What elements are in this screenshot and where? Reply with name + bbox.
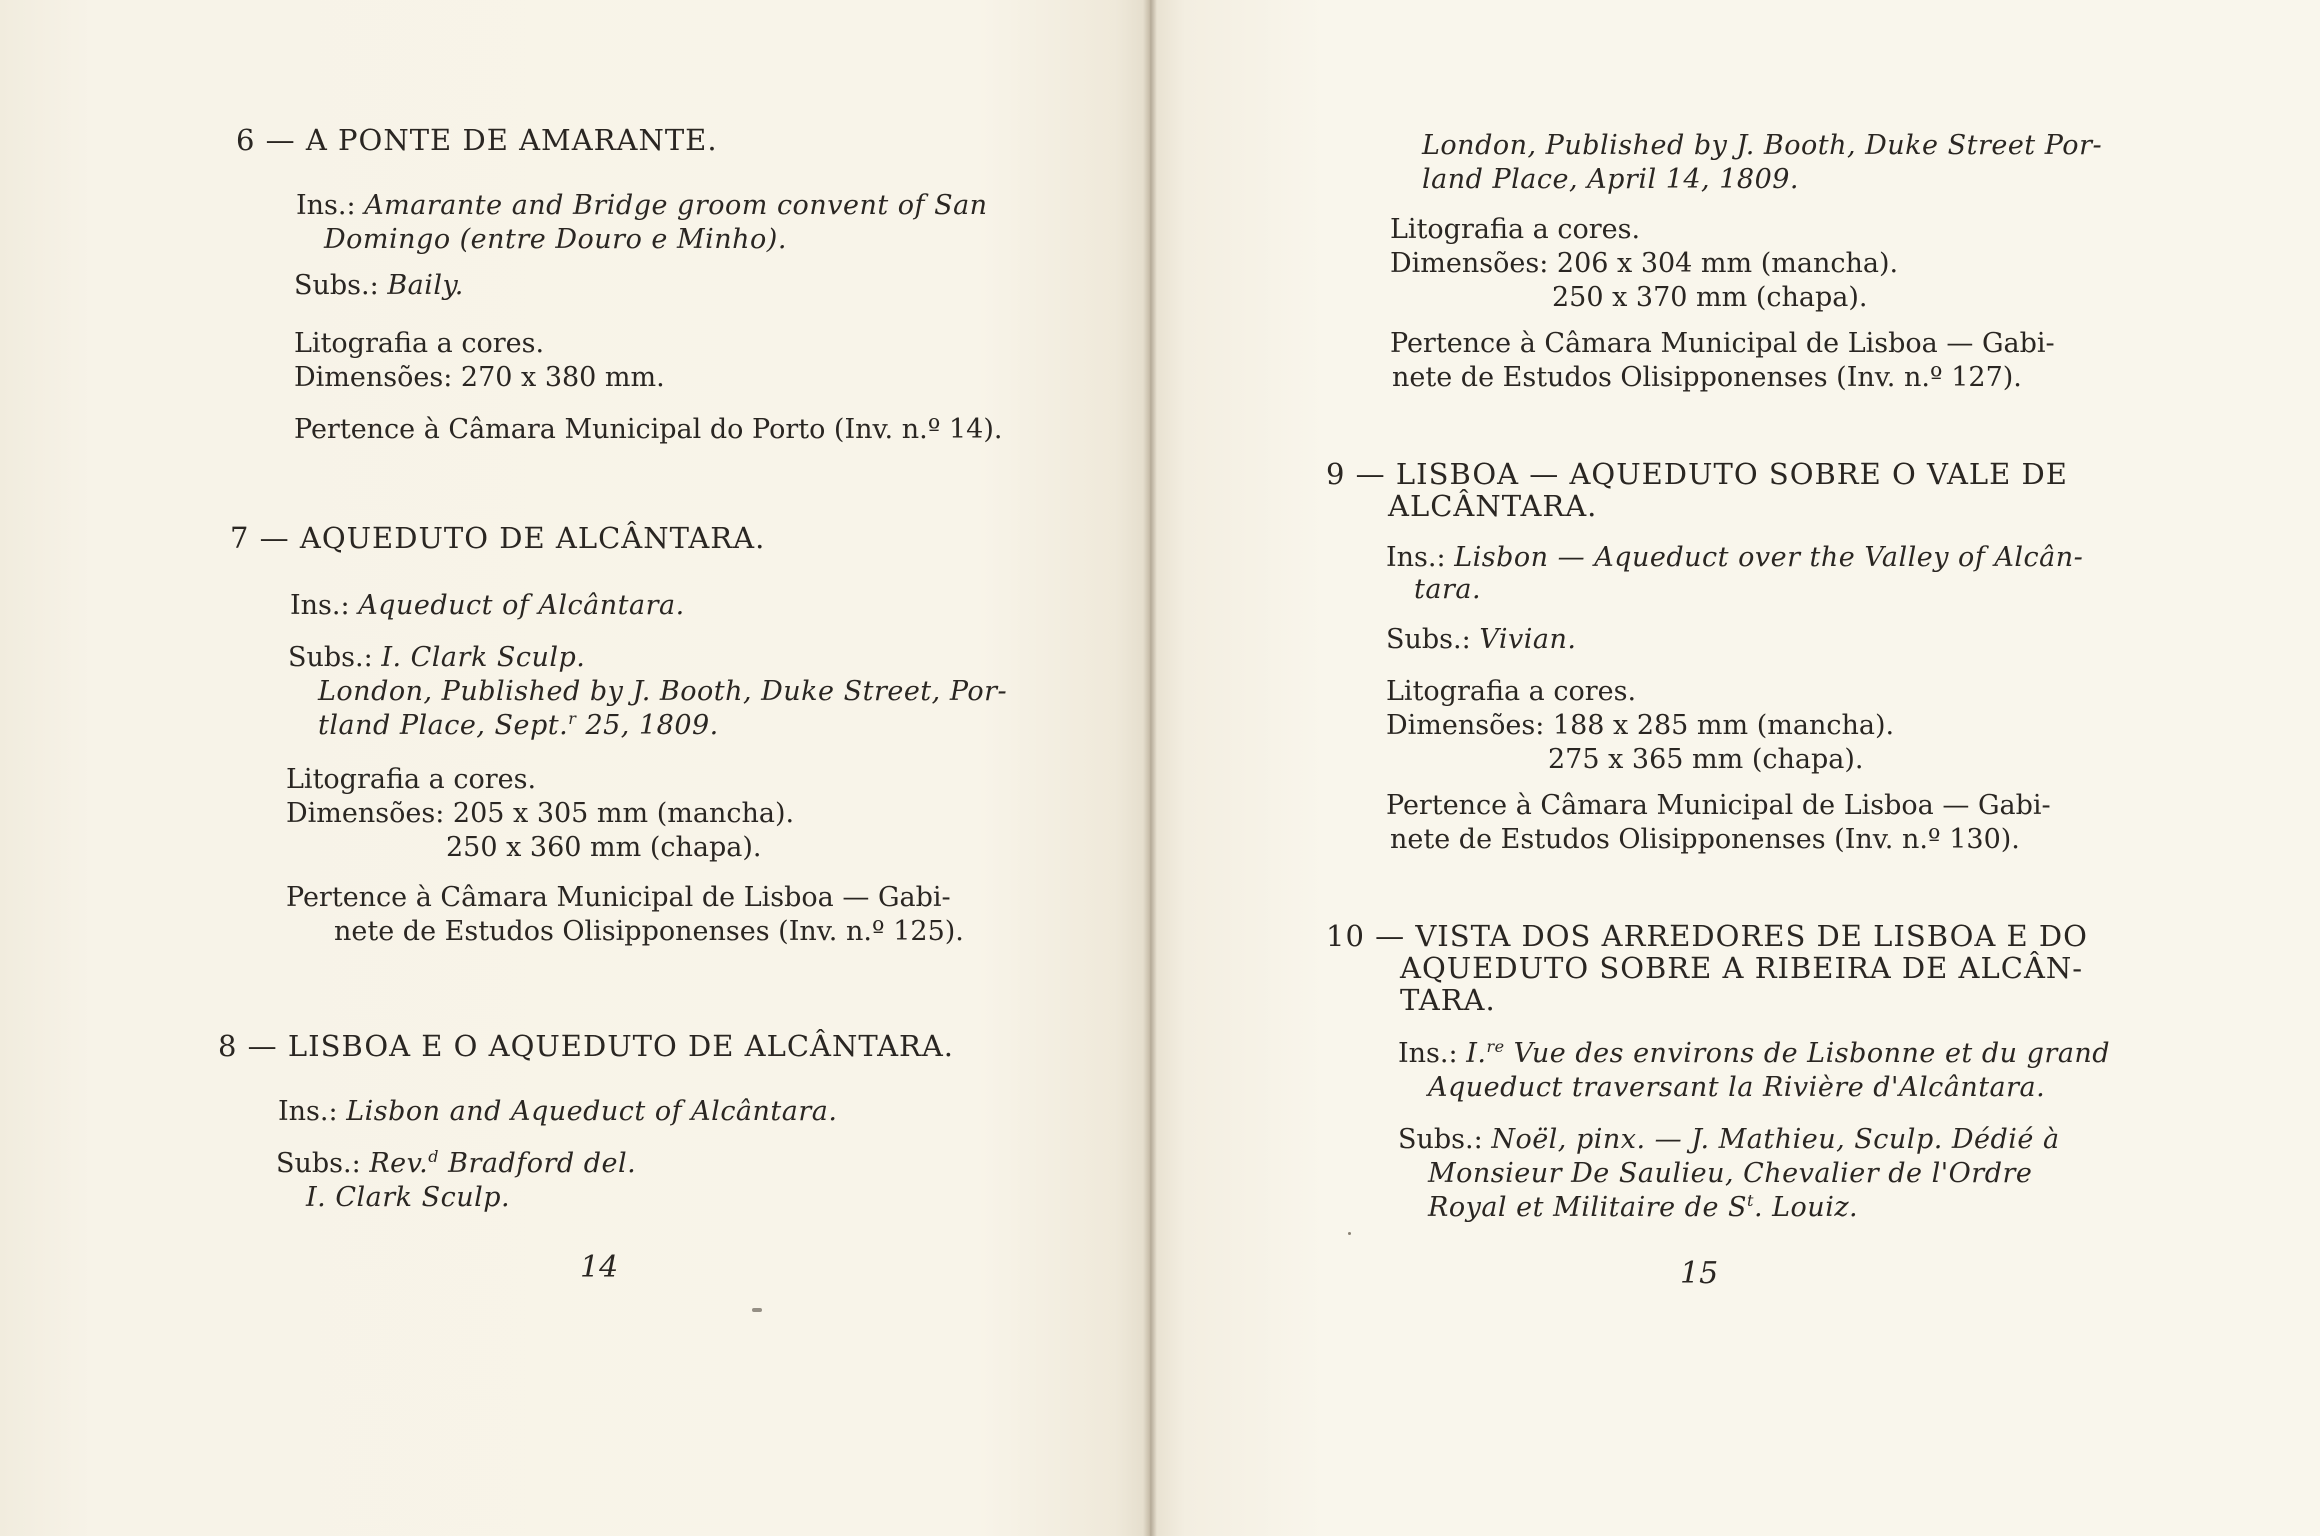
subs-end: . Louiz. bbox=[1753, 1192, 1859, 1223]
entry-8-owner: Pertence à Câmara Municipal de Lisboa — Gabi- bbox=[1390, 328, 2055, 359]
entry-9-title: 9 — LISBOA — AQUEDUTO SOBRE O VALE DE bbox=[1326, 457, 2068, 491]
dims-label: Dimensões: bbox=[294, 362, 453, 393]
entry-10-subs-cont-2 bbox=[1428, 1192, 1858, 1224]
ins-text bbox=[1466, 1038, 2110, 1069]
entry-7-dimensions bbox=[286, 798, 794, 830]
entry-9-ins bbox=[1386, 542, 2083, 574]
ins-label: Ins.: bbox=[1386, 542, 1446, 573]
ins-label: Ins.: bbox=[290, 590, 350, 621]
entry-6-subs bbox=[294, 270, 464, 302]
entry-7-ins bbox=[290, 590, 685, 622]
ins-text: Lisbon and Aqueduct of Alcântara. bbox=[346, 1096, 838, 1127]
ins-label: Ins.: bbox=[278, 1096, 338, 1127]
entry-9-technique: Litografia a cores. bbox=[1386, 676, 1637, 707]
entry-7-owner-cont: nete de Estudos Olisipponenses (Inv. n.º 125). bbox=[334, 916, 964, 947]
subs-label: Subs.: bbox=[1398, 1124, 1483, 1155]
subs-text bbox=[369, 1148, 636, 1179]
entry-7-dimensions-plate: 250 x 360 mm (chapa). bbox=[446, 832, 762, 863]
ins-label: Ins.: bbox=[296, 190, 356, 221]
pub-superscript: r bbox=[568, 709, 577, 728]
entry-9-dimensions-plate: 275 x 365 mm (chapa). bbox=[1548, 744, 1864, 775]
entry-9-ins-cont: tara. bbox=[1414, 574, 1482, 605]
dims-label: Dimensões: bbox=[1390, 248, 1549, 279]
entry-8-owner-cont: nete de Estudos Olisipponenses (Inv. n.º 127). bbox=[1392, 362, 2022, 393]
entry-8-dimensions-plate: 250 x 370 mm (chapa). bbox=[1552, 282, 1868, 313]
dims-label: Dimensões: bbox=[1386, 710, 1545, 741]
entry-10-subs bbox=[1398, 1124, 2060, 1156]
paper-speck bbox=[1348, 1232, 1351, 1235]
ins-label: Ins.: bbox=[1398, 1038, 1458, 1069]
entry-10-ins bbox=[1398, 1038, 2110, 1070]
entry-10-subs-cont: Monsieur De Saulieu, Chevalier de l'Ordre bbox=[1428, 1158, 2033, 1189]
entry-7-owner: Pertence à Câmara Municipal de Lisboa — Gabi- bbox=[286, 882, 951, 913]
entry-10-title-cont-2: TARA. bbox=[1400, 983, 1496, 1017]
entry-6-title: 6 — A PONTE DE AMARANTE. bbox=[236, 123, 718, 157]
entry-10-title-cont: AQUEDUTO SOBRE A RIBEIRA DE ALCÂN- bbox=[1400, 951, 2084, 985]
subs-label: Subs.: bbox=[1386, 624, 1471, 655]
subs-text: Royal et Militaire de S bbox=[1428, 1192, 1748, 1223]
ins-text: Aqueduct of Alcântara. bbox=[358, 590, 685, 621]
dims-value: 206 x 304 mm (mancha). bbox=[1556, 248, 1899, 279]
subs-text: Noël, pinx. — J. Mathieu, Sculp. Dédié à bbox=[1491, 1124, 2060, 1155]
subs-author: Bradford del. bbox=[439, 1148, 637, 1179]
subs-text: I. Clark Sculp. bbox=[381, 642, 586, 673]
entry-8-ins bbox=[278, 1096, 837, 1128]
entry-7-title: 7 — AQUEDUTO DE ALCÂNTARA. bbox=[230, 521, 766, 555]
entry-9-owner: Pertence à Câmara Municipal de Lisboa — Gabi- bbox=[1386, 790, 2051, 821]
entry-8-publisher: London, Published by J. Booth, Duke Street Por- bbox=[1422, 130, 2103, 161]
ins-rest: Vue des environs de Lisbonne et du grand bbox=[1504, 1038, 2111, 1069]
entry-9-owner-cont: nete de Estudos Olisipponenses (Inv. n.º 130). bbox=[1390, 824, 2020, 855]
subs-rev: Rev. bbox=[369, 1148, 429, 1179]
ins-text: Amarante and Bridge groom convent of San bbox=[364, 190, 988, 221]
subs-text: Baily. bbox=[387, 270, 464, 301]
pub-text: tland Place, Sept. bbox=[318, 710, 569, 741]
entry-9-subs bbox=[1386, 624, 1576, 656]
entry-8-publisher-cont: land Place, April 14, 1809. bbox=[1422, 164, 1800, 195]
dims-value: 205 x 305 mm (mancha). bbox=[452, 798, 795, 829]
entry-9-dimensions bbox=[1386, 710, 1894, 742]
entry-8-technique: Litografia a cores. bbox=[1390, 214, 1641, 245]
ins-superscript: re bbox=[1486, 1037, 1505, 1056]
subs-superscript: d bbox=[428, 1147, 440, 1166]
entry-8-dimensions bbox=[1390, 248, 1898, 280]
entry-7-technique: Litografia a cores. bbox=[286, 764, 537, 795]
ins-text: Lisbon — Aqueduct over the Valley of Alcân- bbox=[1454, 542, 2084, 573]
entry-10-ins-cont: Aqueduct traversant la Rivière d'Alcântara. bbox=[1428, 1072, 2046, 1103]
entry-7-publisher-cont bbox=[318, 710, 719, 742]
entry-8-subs-cont: I. Clark Sculp. bbox=[306, 1182, 511, 1213]
entry-10-title: 10 — VISTA DOS ARREDORES DE LISBOA E DO bbox=[1326, 919, 2088, 953]
entry-9-title-cont: ALCÂNTARA. bbox=[1388, 489, 1598, 523]
subs-label: Subs.: bbox=[294, 270, 379, 301]
dims-value: 188 x 285 mm (mancha). bbox=[1552, 710, 1895, 741]
subs-label: Subs.: bbox=[276, 1148, 361, 1179]
dims-label: Dimensões: bbox=[286, 798, 445, 829]
subs-label: Subs.: bbox=[288, 642, 373, 673]
entry-7-subs bbox=[288, 642, 585, 674]
page-number-left: 14 bbox=[580, 1250, 619, 1285]
page-number-right: 15 bbox=[1680, 1256, 1719, 1291]
print-blemish bbox=[752, 1308, 762, 1312]
entry-6-ins bbox=[296, 190, 988, 222]
ins-ordinal: I. bbox=[1466, 1038, 1487, 1069]
entry-8-subs bbox=[276, 1148, 636, 1180]
book-gutter bbox=[1143, 0, 1157, 1536]
dims-value: 270 x 380 mm. bbox=[460, 362, 665, 393]
entry-6-owner: Pertence à Câmara Municipal do Porto (Inv. n.º 14). bbox=[294, 414, 1003, 445]
entry-6-dimensions bbox=[294, 362, 665, 394]
subs-text: Vivian. bbox=[1479, 624, 1577, 655]
subs-superscript: t bbox=[1747, 1191, 1754, 1210]
pub-date: 25, 1809. bbox=[576, 710, 719, 741]
entry-6-technique: Litografia a cores. bbox=[294, 328, 545, 359]
entry-6-ins-cont: Domingo (entre Douro e Minho). bbox=[324, 224, 787, 255]
entry-7-publisher: London, Published by J. Booth, Duke Street, Por- bbox=[318, 676, 1008, 707]
entry-8-title: 8 — LISBOA E O AQUEDUTO DE ALCÂNTARA. bbox=[218, 1029, 955, 1063]
